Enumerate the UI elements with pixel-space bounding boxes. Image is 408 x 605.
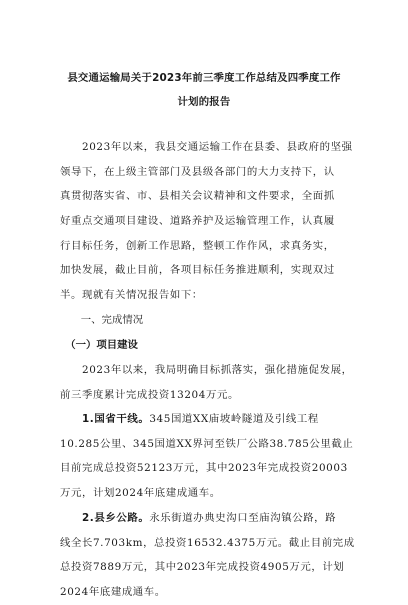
paragraph-line: 2023年以来，我局明确目标抓落实，强化措施促发展，	[60, 364, 353, 376]
paragraph-line: 总投资7889万元，其中2023年完成投资4905万元，计划	[60, 561, 345, 574]
intro-line: 加快发展，截止目前，各项目标任务推进顺利，实现双过	[60, 264, 335, 277]
intro-line: 2023年以来，我县交通运输工作在县委、县政府的坚强	[60, 141, 353, 153]
subsection-heading-1: （一）项目建设	[60, 339, 138, 351]
paragraph-line: 2024年底建成通车。	[60, 586, 166, 599]
document-title	[40, 66, 368, 114]
paragraph-line: 万元，计划2024年底建成通车。	[60, 487, 221, 500]
title-line-1: 县交通运输局关于2023年前三季度工作总结及四季度工作	[67, 72, 341, 84]
item-2-label: 2.县乡公路。	[60, 512, 150, 524]
paragraph-line: 永乐街道办典史沟口至庙沟镇公路，路	[149, 512, 337, 524]
intro-line: 真贯彻落实省、市、县相关会议精神和文件要求，全面抓	[60, 190, 335, 203]
intro-line: 半。现就有关情况报告如下：	[60, 289, 203, 302]
item-2-paragraph	[60, 506, 355, 605]
item-1-label: 1.国省干线。	[60, 413, 150, 425]
paragraph-line: 线全长7.703km，总投资16532.4375万元。截止目前完成	[60, 536, 355, 549]
item-1-paragraph	[60, 407, 352, 506]
intro-line: 好重点交通项目建设、道路养护及运输管理工作，认真履	[60, 215, 335, 228]
intro-line: 行目标任务，创新工作思路，整顿工作作风，求真务实，	[60, 239, 335, 252]
paragraph-line: 前三季度累计完成投资13204万元。	[60, 388, 239, 401]
subsection-1-paragraph	[60, 358, 352, 407]
paragraph-line: 345国道XX庙坡岭隧道及引线工程	[149, 413, 319, 425]
intro-paragraph	[60, 135, 352, 308]
title-line-2: 计划的报告	[177, 96, 231, 108]
paragraph-line: 目前完成总投资52123万元，其中2023年完成投资20003	[60, 462, 348, 475]
paragraph-line: 10.285公里、345国道XX界河至铁厂公路38.785公里截止	[60, 437, 354, 450]
section-heading-1: 一、完成情况	[60, 314, 144, 326]
intro-line: 领导下，在上级主管部门及县级各部门的大力支持下，认	[60, 165, 335, 178]
